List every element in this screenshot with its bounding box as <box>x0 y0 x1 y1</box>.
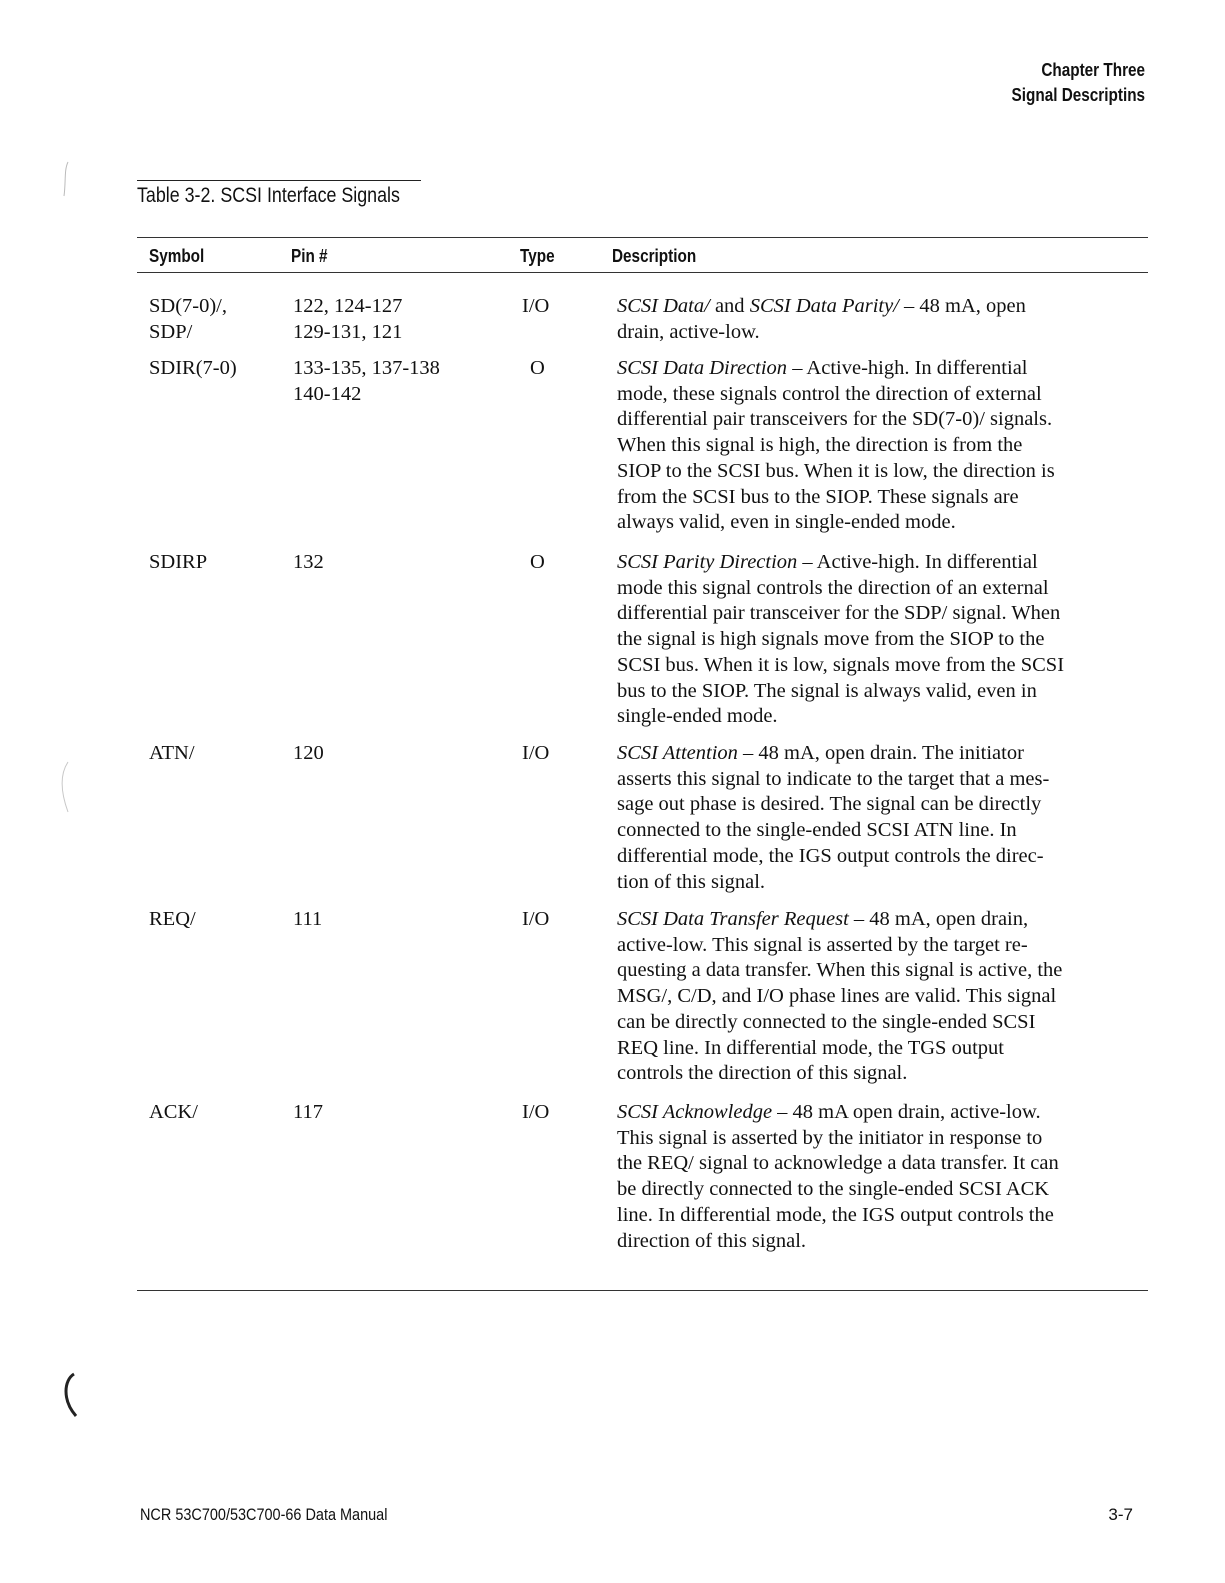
description-cell: SCSI Acknowledge – 48 mA open drain, active-low. This signal is asserted by the initiator in response to the REQ/ signal to acknowledge a data transfer. It can be directly connected to the single-ended SCSI ACK line. In differential mode, the IGS output controls the direction of this signal. <box>617 1101 1059 1252</box>
symbol-cell: ACK/ <box>149 1101 198 1123</box>
symbol-cell: SD(7-0)/, SDP/ <box>149 295 228 343</box>
symbol-cell: SDIR(7-0) <box>149 357 237 379</box>
table-title-rule <box>137 180 421 181</box>
chapter-label: Chapter Three <box>1041 60 1145 80</box>
table-bottom-rule <box>137 1290 1148 1291</box>
description-cell: SCSI Attention – 48 mA, open drain. The initiator asserts this signal to indicate to the target that a mes- sage out phase is desired. The signal can be directly connected to the single-ended SCSI ATN line. In differential mode, the IGS output controls the direc- tion of this signal. <box>617 742 1050 893</box>
pin-cell: 117 <box>293 1101 323 1123</box>
pin-cell: 111 <box>293 908 323 930</box>
symbol-cell: SDIRP <box>149 551 208 573</box>
scan-mark-mid <box>56 760 72 820</box>
column-header-pin: Pin # <box>291 246 328 266</box>
description-cell: SCSI Parity Direction – Active-high. In differential mode this signal controls the direction of an external differential pair transceiver for the SDP/ signal. When the signal is high signals move from the SIOP to the SCSI bus. When it is low, signals move from the SCSI bus to the SIOP. The signal is always valid, even in single-ended mode. <box>617 551 1065 728</box>
table-title: Table 3-2. SCSI Interface Signals <box>137 184 400 207</box>
table-top-rule <box>137 237 1148 238</box>
pin-cell: 120 <box>293 742 324 764</box>
type-cell: I/O <box>522 742 550 764</box>
footer-manual-title: NCR 53C700/53C700-66 Data Manual <box>140 1505 388 1524</box>
section-label: Signal Descriptins <box>1011 85 1145 105</box>
description-cell: SCSI Data Transfer Request – 48 mA, open drain, active-low. This signal is asserted by the target re- questing a data transfer. When this signal is active, the MSG/, C/D, and I/O phase lines are valid. This signal can be directly connected to the single-ended SCSI REQ line. In differential mode, the TGS output controls the direction of this signal. <box>617 908 1063 1085</box>
column-header-description: Description <box>612 246 697 266</box>
type-cell: I/O <box>522 295 550 317</box>
description-cell: SCSI Data/ and SCSI Data Parity/ – 48 mA, open drain, active-low. <box>617 295 1026 343</box>
scan-mark-top <box>58 160 74 200</box>
pin-cell: 132 <box>293 551 324 573</box>
symbol-cell: ATN/ <box>149 742 195 764</box>
description-cell: SCSI Data Direction – Active-high. In differential mode, these signals control the direction of external differential pair transceivers for the SD(7-0)/ signals. When this signal is high, the direction is from the SIOP to the SCSI bus. When it is low, the direction is from the SCSI bus to the SIOP. These signals are always valid, even in single-ended mode. <box>617 357 1055 534</box>
table-header-rule <box>137 272 1148 273</box>
column-header-symbol: Symbol <box>149 246 205 266</box>
symbol-cell: REQ/ <box>149 908 196 930</box>
running-header <box>1012 58 1145 108</box>
type-cell: I/O <box>522 908 550 930</box>
type-cell: O <box>530 551 545 573</box>
type-cell: O <box>530 357 545 379</box>
pin-cell: 133-135, 137-138 140-142 <box>293 357 440 405</box>
page-number: 3-7 <box>1108 1505 1133 1524</box>
type-cell: I/O <box>522 1101 550 1123</box>
pin-cell: 122, 124-127 129-131, 121 <box>293 295 403 343</box>
column-header-type: Type <box>520 246 555 266</box>
binding-hole-mark <box>58 1370 80 1420</box>
